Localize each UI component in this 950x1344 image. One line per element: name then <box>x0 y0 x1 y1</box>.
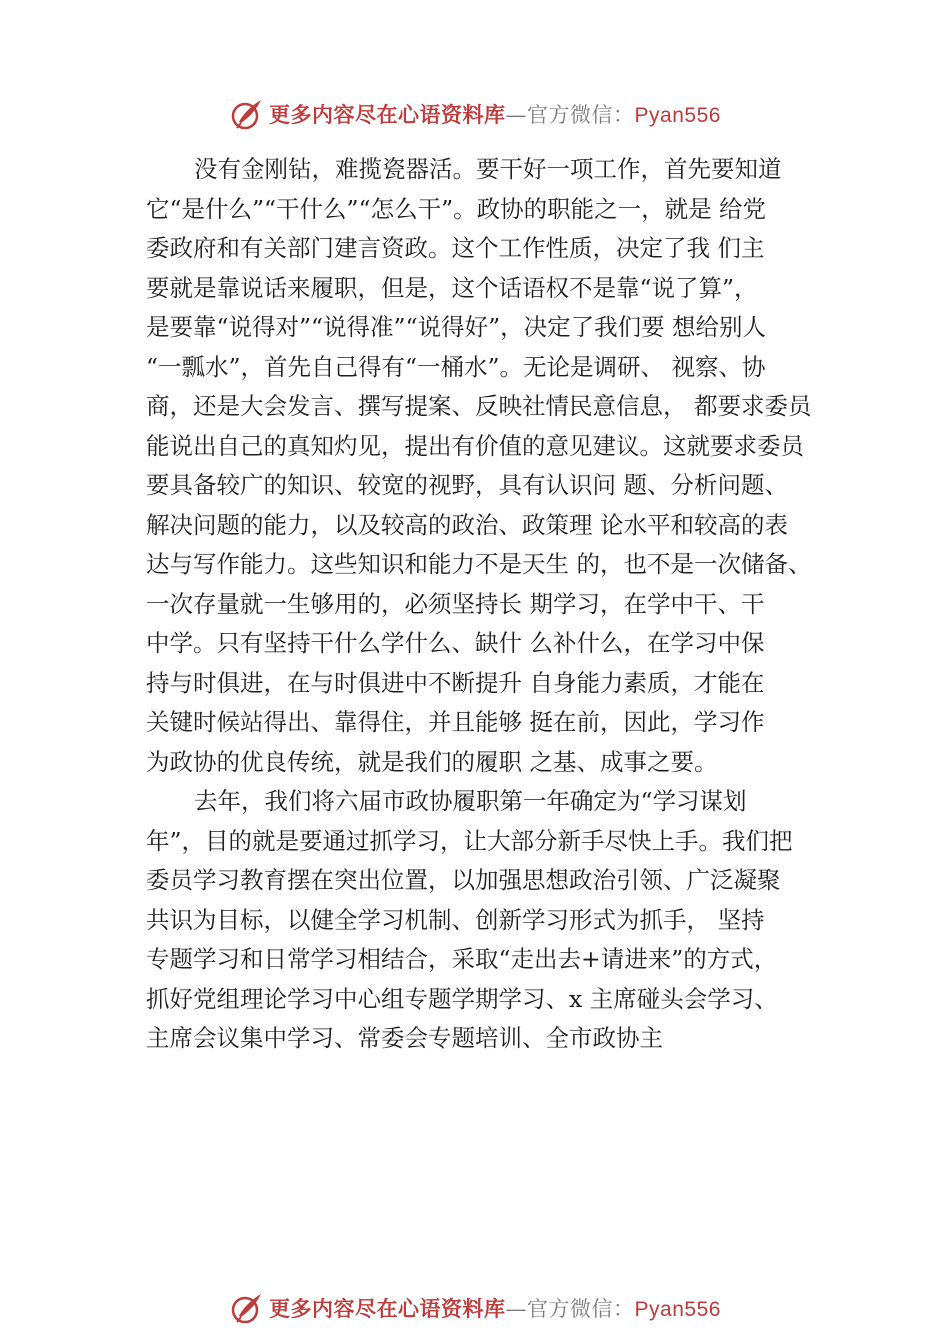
text-line: 委政府和有关部门建言资政。这个工作性质，决定了我 们主 <box>146 234 765 262</box>
text-line: 中学。只有坚持干什么学什么、缺什 么补什么，在学习中保 <box>146 629 765 657</box>
banner-prefix: 更多内容尽在心语资料库 <box>269 1296 506 1321</box>
text-line: 共识为目标，以健全学习机制、创新学习形式为抓手， 坚持 <box>146 905 765 934</box>
banner-dash: —官方微信： <box>505 1297 635 1321</box>
text-line: 达与写作能力。这些知识和能力不是天生 的，也不是一次储备、 <box>146 550 812 578</box>
banner-wechat-id: Pyan556 <box>634 104 721 127</box>
text-line: 为政协的优良传统，就是我们的履职 之基、成事之要。 <box>146 747 718 776</box>
text-line: 要具备较广的知识、较宽的视野，具有认识问 题、分析问题、 <box>146 471 788 499</box>
text-line: 是要靠“说得对”“说得准”“说得好”，决定了我们要 想给别人 <box>146 313 767 341</box>
text-line: 抓好党组理论学习中心组专题学期学习、x 主席碰头会学习、 <box>146 984 778 1013</box>
text-line: 商，还是大会发言、撰写提案、反映社情民意信息， 都要求委员 <box>146 392 812 420</box>
header-banner <box>0 94 950 134</box>
quill-logo-icon <box>229 96 265 132</box>
text-line: 去年，我们将六届市政协履职第一年确定为“学习谋划 <box>194 787 747 815</box>
quill-logo-icon <box>229 1290 265 1326</box>
text-line: 主席会议集中学习、常委会专题培训、全市政协主 <box>146 1024 663 1052</box>
banner-text <box>269 99 721 129</box>
text-line: 要就是靠说话来履职，但是，这个话语权不是靠“说了算”， <box>146 273 758 302</box>
text-line: 关键时候站得出、靠得住，并且能够 挺在前，因此，学习作 <box>146 708 765 736</box>
text-line: 年”，目的就是要通过抓学习，让大部分新手尽快上手。我们把 <box>146 826 793 855</box>
text-line: 它“是什么”“干什么”“怎么干”。政协的职能之一，就是 给党 <box>146 194 767 223</box>
text-line: 解决问题的能力，以及较高的政治、政策理 论水平和较高的表 <box>146 510 788 539</box>
text-line: 专题学习和日常学习相结合，采取“走出去+请进来”的方式， <box>146 945 778 973</box>
text-line: 持与时俱进，在与时俱进中不断提升 自身能力素质，才能在 <box>146 668 765 697</box>
banner-dash: —官方微信： <box>505 103 635 127</box>
text-line: 一次存量就一生够用的，必须坚持长 期学习，在学中干、干 <box>146 589 765 618</box>
banner-wechat-id: Pyan556 <box>634 1298 721 1321</box>
document-body <box>146 150 846 1059</box>
footer-banner <box>0 1288 950 1328</box>
text-line: 能说出自己的真知灼见，提出有价值的意见建议。这就要求委员 <box>146 431 804 460</box>
text-line: 没有金刚钻，难揽瓷器活。要干好一项工作，首先要知道 <box>194 155 782 183</box>
text-line: 委员学习教育摆在突出位置，以加强思想政治引领、广泛凝聚 <box>146 866 781 894</box>
banner-prefix: 更多内容尽在心语资料库 <box>269 102 506 127</box>
text-line: “一瓢水”，首先自己得有“一桶水”。无论是调研、 视察、协 <box>146 352 766 381</box>
banner-text <box>269 1293 721 1323</box>
